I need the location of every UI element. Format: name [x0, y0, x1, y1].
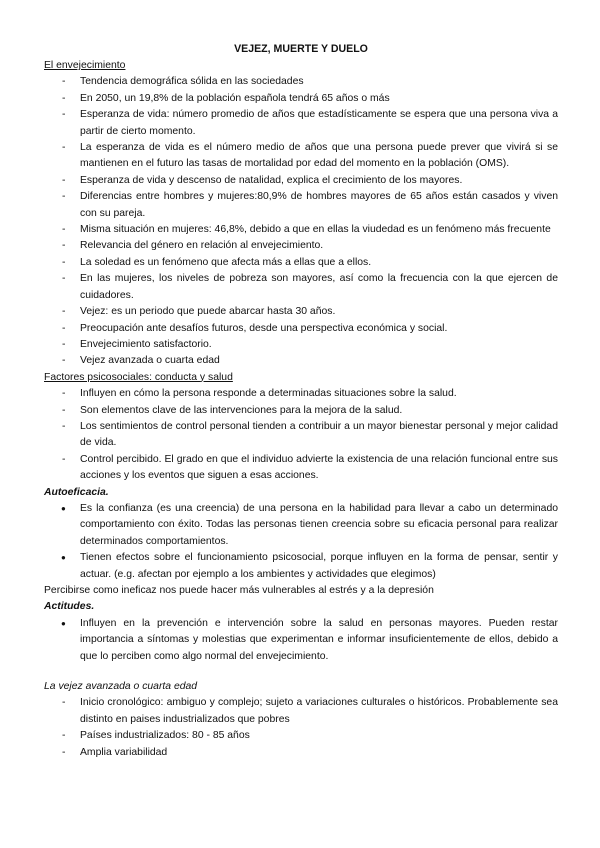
- actitudes-list: [44, 616, 558, 665]
- list-item: - Misma situación en mujeres: 46,8%, debido a que en ellas la viudedad es un fenómeno más frecuente: [44, 222, 558, 238]
- list-item: ● Es la confianza (es una creencia) de una persona en la habilidad para llevar a cabo un determinado comportamiento con éxito. Todas las personas tienen creencia sobre su eficacia personal para realizar determinados comportamientos.: [44, 501, 558, 550]
- list-item: - Envejecimiento satisfactorio.: [44, 337, 558, 353]
- list-item: - La soledad es un fenómeno que afecta más a ellas que a ellos.: [44, 255, 558, 271]
- list-item: - Tendencia demográfica sólida en las sociedades: [44, 74, 558, 90]
- section-heading-envejecimiento: El envejecimiento: [44, 60, 126, 71]
- spacer: [44, 665, 558, 679]
- list-item: ● Influyen en la prevención e intervención sobre la salud en personas mayores. Pueden restar importancia a síntomas y molestias que experimentan e informar insuficientemente de ellos, debido a que lo perciben como algo normal del envejecimiento.: [44, 616, 558, 665]
- factores-list: [44, 386, 558, 484]
- cuarta-edad-list: [44, 695, 558, 761]
- autoeficacia-note: Percibirse como ineficaz nos puede hacer más vulnerables al estrés y a la depresión: [44, 585, 434, 596]
- list-item: - Países industrializados: 80 - 85 años: [44, 728, 558, 744]
- list-item: - En las mujeres, los niveles de pobreza son mayores, así como la frecuencia con la que ejercen de cuidadores.: [44, 271, 558, 304]
- document-title: VEJEZ, MUERTE Y DUELO: [234, 43, 368, 55]
- document-content: [44, 41, 558, 761]
- list-item: - Relevancia del género en relación al envejecimiento.: [44, 238, 558, 254]
- list-item: - Diferencias entre hombres y mujeres:80,9% de hombres mayores de 65 años están casados y viven con su pareja.: [44, 189, 558, 222]
- list-item: - Vejez avanzada o cuarta edad: [44, 353, 558, 369]
- list-item: - La esperanza de vida es el número medio de años que una persona puede prever que vivirá si se mantienen en el futuro las tasas de mortalidad por edad del momento en la población (OMS).: [44, 140, 558, 173]
- section-heading-factores: Factores psicosociales: conducta y salud: [44, 371, 233, 383]
- envejecimiento-list: [44, 74, 558, 369]
- list-item: - Inicio cronológico: ambiguo y complejo; sujeto a variaciones culturales o históricos. Probablemente sea distinto en paises industrializados que pobres: [44, 695, 558, 728]
- list-item: - En 2050, un 19,8% de la población española tendrá 65 años o más: [44, 91, 558, 107]
- list-item: - Vejez: es un periodo que puede abarcar hasta 30 años.: [44, 304, 558, 320]
- list-item: - Preocupación ante desafíos futuros, desde una perspectiva económica y social.: [44, 321, 558, 337]
- list-item: ● Tienen efectos sobre el funcionamiento psicosocial, porque influyen en la forma de pensar, sentir y actuar. (e.g. afectan por ejemplo a los ambientes y actividades que elegimos): [44, 550, 558, 583]
- list-item: - Control percibido. El grado en que el individuo advierte la existencia de una relación funcional entre sus acciones y los eventos que siguen a esas acciones.: [44, 452, 558, 485]
- autoeficacia-list: [44, 501, 558, 583]
- list-item: - Esperanza de vida: número promedio de años que estadísticamente se espera que una persona viva a partir de cierto momento.: [44, 107, 558, 140]
- list-item: - Los sentimientos de control personal tienden a contribuir a un mayor bienestar personal y mejor calidad de vida.: [44, 419, 558, 452]
- section-heading-cuarta-edad: La vejez avanzada o cuarta edad: [44, 681, 198, 693]
- list-item: - Esperanza de vida y descenso de natalidad, explica el crecimiento de los mayores.: [44, 173, 558, 189]
- list-item: - Son elementos clave de las intervenciones para la mejora de la salud.: [44, 403, 558, 419]
- list-item: - Influyen en cómo la persona responde a determinadas situaciones sobre la salud.: [44, 386, 558, 402]
- section-heading-actitudes: Actitudes.: [44, 601, 95, 613]
- list-item: - Amplia variabilidad: [44, 745, 558, 761]
- section-heading-autoeficacia: Autoeficacia.: [44, 486, 109, 498]
